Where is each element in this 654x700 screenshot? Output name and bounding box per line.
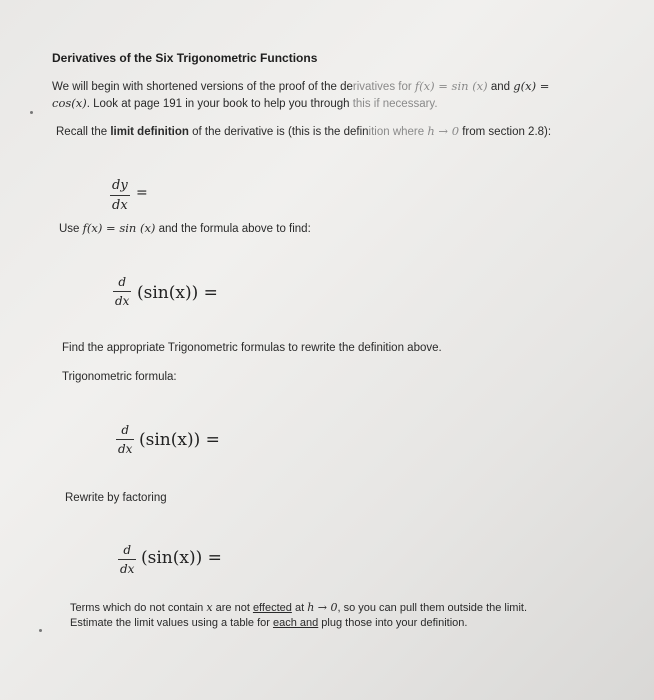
h-to-zero: h → 0 xyxy=(427,124,460,138)
terms-text-4: , so you can pull them outside the limit. xyxy=(337,602,528,614)
derivative-3-fraction xyxy=(118,543,136,576)
derivative-1-expression: (sin(x)) = xyxy=(137,283,218,303)
terms-line xyxy=(70,601,527,614)
dydx-numerator: dy xyxy=(112,178,128,193)
derivative-3-expression: (sin(x)) = xyxy=(141,548,222,568)
intro-text-2: . Look at page 191 in your book to help you through xyxy=(86,98,353,110)
recall-bold: limit definition xyxy=(110,126,189,138)
intro-and: and xyxy=(487,81,514,93)
intro-text: We will begin with shortened versions of the proof of the de xyxy=(52,81,353,93)
fraction-bar xyxy=(118,559,136,560)
margin-dot xyxy=(30,111,33,114)
intro-text-faded: rivatives for xyxy=(352,81,415,93)
recall-text-3: from section 2.8): xyxy=(459,126,552,138)
recall-text-faded: ition where xyxy=(368,126,428,138)
recall-text: Recall the xyxy=(56,126,111,138)
d-numerator: d xyxy=(118,275,127,289)
fraction-bar xyxy=(113,291,131,292)
cos-expression: cos(x) xyxy=(52,96,87,110)
h-to-zero-2: h → 0 xyxy=(307,601,338,614)
use-text-2: and the formula above to find: xyxy=(155,223,311,235)
margin-dot xyxy=(39,629,42,632)
recall-text-2: of the derivative is (this is the defin xyxy=(188,126,369,138)
terms-text-2: are not xyxy=(212,602,253,614)
gx-expression: g(x) = xyxy=(513,79,550,93)
use-text: Use xyxy=(59,223,83,235)
derivative-2-expression: (sin(x)) = xyxy=(139,430,220,450)
estimate-line xyxy=(70,617,467,629)
find-instruction: Find the appropriate Trigonometric formulas to rewrite the definition above. xyxy=(62,342,442,354)
intro-line-1 xyxy=(52,79,549,93)
page-title: Derivatives of the Six Trigonometric Functions xyxy=(52,51,318,65)
x-variable: x xyxy=(206,601,213,614)
intro-line-2 xyxy=(52,96,438,110)
estimate-text: Estimate the limit values using a table for xyxy=(70,617,273,629)
d-numerator: d xyxy=(121,423,130,437)
fraction-bar xyxy=(110,195,130,196)
terms-underlined: effected xyxy=(252,602,292,614)
dydx-fraction xyxy=(110,178,130,213)
dx-denominator: dx xyxy=(115,294,130,308)
use-fx: f(x) = sin (x) xyxy=(82,221,156,235)
dydx-equals: = xyxy=(136,185,148,201)
dx-denominator: dx xyxy=(118,442,133,456)
estimate-text-2: plug those into your definition. xyxy=(318,617,468,629)
estimate-underlined: each and xyxy=(272,617,319,629)
fx-expression: f(x) = sin (x) xyxy=(414,79,488,93)
trig-formula-label: Trigonometric formula: xyxy=(62,371,177,383)
rewrite-label: Rewrite by factoring xyxy=(65,492,167,504)
intro-text-2-faded: this if necessary. xyxy=(352,98,438,110)
fraction-bar xyxy=(116,439,134,440)
dydx-denominator: dx xyxy=(112,198,128,213)
derivative-2-fraction xyxy=(116,423,134,456)
recall-line xyxy=(56,124,551,138)
terms-text-3: at xyxy=(291,602,308,614)
terms-text: Terms which do not contain xyxy=(70,602,207,614)
use-line xyxy=(59,221,311,235)
d-numerator: d xyxy=(123,543,132,557)
dx-denominator: dx xyxy=(120,562,135,576)
derivative-1-fraction xyxy=(113,275,131,308)
